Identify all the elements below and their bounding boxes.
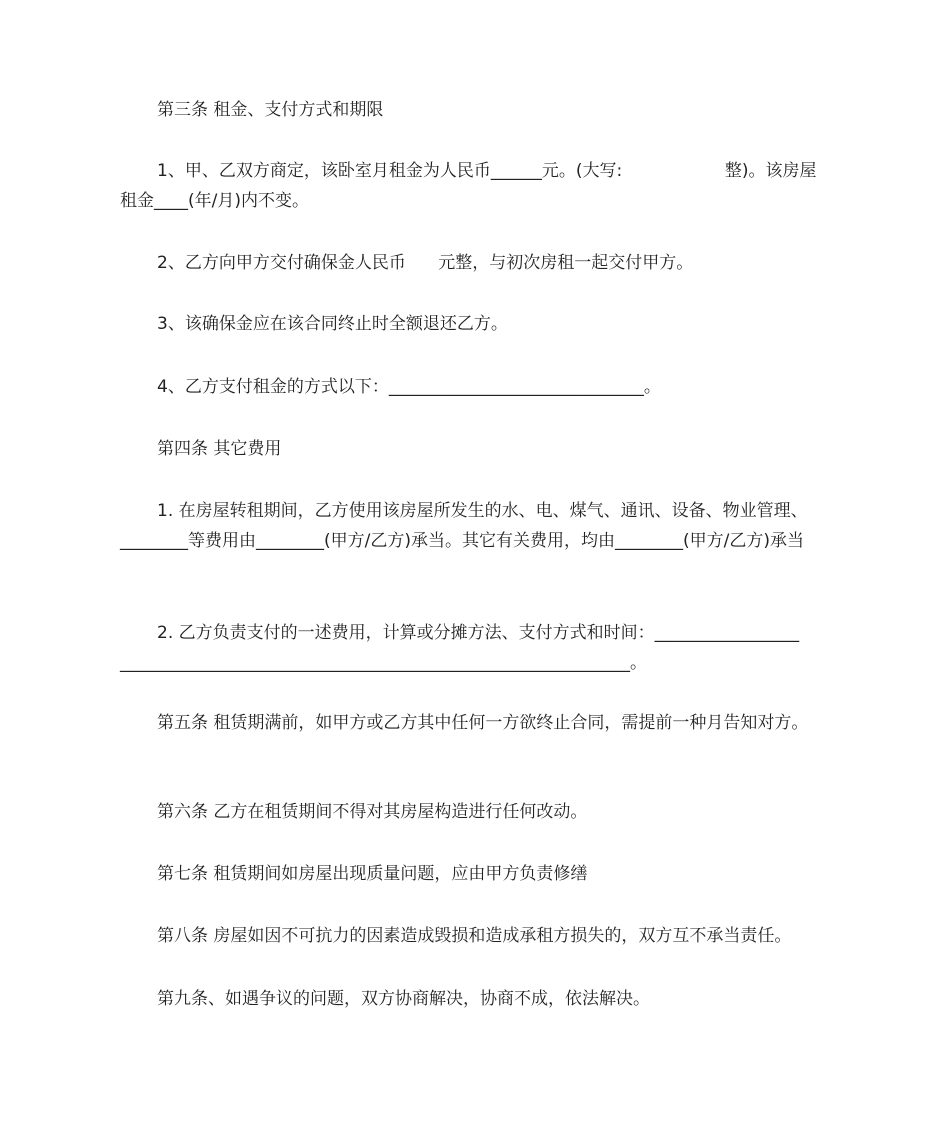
article-3-clause-2: 2、乙方向甲方交付确保金人民币 元整，与初次房租一起交付甲方。 (157, 253, 694, 273)
article-4-heading: 第四条 其它费用 (157, 439, 282, 459)
article-7: 第七条 租赁期间如房屋出现质量问题，应由甲方负责修缮 (157, 864, 588, 884)
article-8: 第八条 房屋如因不可抗力的因素造成毁损和造成承租方损失的，双方互不承当责任。 (157, 926, 792, 946)
article-3-clause-4: 4、乙方支付租金的方式以下：______________________________。 (157, 377, 661, 397)
article-3-heading: 第三条 租金、支付方式和期限 (157, 100, 384, 120)
article-4-clause-2: 2. 乙方负责支付的一述费用，计算或分摊方法、支付方式和时间：_________________ ____________________________________________________________。 (120, 623, 805, 673)
article-5: 第五条 租赁期满前，如甲方或乙方其中任何一方欲终止合同，需提前一种月告知对方。 (157, 713, 809, 733)
article-9: 第九条、如遇争议的问题，双方协商解决，协商不成，依法解决。 (157, 989, 650, 1009)
article-3-clause-1: 1、甲、乙双方商定，该卧室月租金为人民币______元。(大写: 整)。该房屋租金____(年/月)内不变。 (120, 161, 817, 211)
article-4-clause-1: 1. 在房屋转租期间，乙方使用该房屋所发生的水、电、煤气、通讯、设备、物业管理、________等费用由________(甲方/乙方)承当。其它有关费用，均由________(甲方/乙方)承当 (120, 501, 808, 551)
article-3-clause-3: 3、该确保金应在该合同终止时全额退还乙方。 (157, 314, 508, 334)
article-6: 第六条 乙方在租赁期间不得对其房屋构造进行任何改动。 (157, 802, 588, 822)
